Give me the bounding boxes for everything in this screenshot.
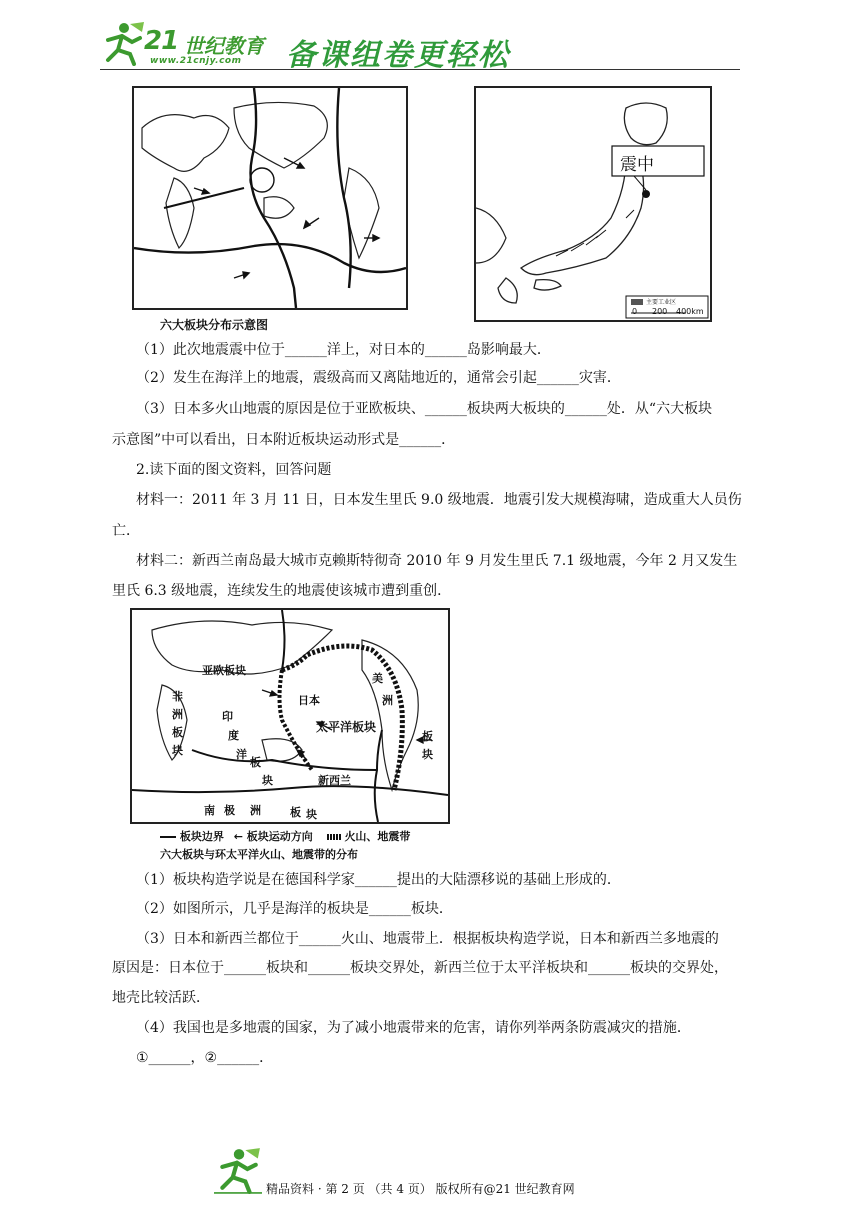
label-america-2: 洲 — [382, 694, 393, 707]
brand-name: 世纪教育 — [184, 34, 264, 58]
label-antarctic-5: 块 — [306, 808, 317, 821]
label-pacific-plate: 太平洋板块 — [316, 720, 377, 734]
ring-of-fire-map — [130, 608, 450, 824]
scale-400km: 400km — [676, 307, 704, 316]
legend-arrow-icon: ← — [233, 830, 243, 843]
legend-boundary: 板块边界 — [179, 830, 224, 843]
scale-zero: 0 — [632, 307, 638, 316]
label-indian-2: 度 — [228, 729, 239, 742]
six-plates-map — [132, 86, 408, 310]
label-africa-3: 板 — [172, 726, 183, 739]
label-indian-5: 块 — [262, 774, 273, 787]
material2-line1: 材料二：新西兰南岛最大城市克赖斯特彻奇 2010 年 9 月发生里氏 7.1 级地震，今年 2 月又发生 — [136, 553, 738, 569]
brand-number: 21 — [144, 26, 179, 56]
label-america-plate-2: 块 — [422, 748, 433, 761]
label-indian-3: 洋 — [236, 748, 247, 761]
six-plates-map-caption: 六大板块分布示意图 — [160, 318, 269, 332]
scale-200: 200 — [652, 307, 668, 316]
q2-item-3-line2: 原因是：日本位于______板块和______板块交界处，新西兰位于太平洋板块和______板块的交界处， — [112, 960, 728, 976]
footer-runner-logo-icon — [208, 1146, 268, 1194]
label-antarctic-3: 洲 — [250, 804, 261, 817]
header-slogan: 备课组卷更轻松 — [286, 38, 510, 73]
q2-title: 2.读下面的图文资料，回答问题 — [136, 462, 332, 478]
label-africa-2: 洲 — [172, 708, 183, 721]
q2-item-3-line1: （3）日本和新西兰都位于______火山、地震带上．根据板块构造学说，日本和新西兰多地震的 — [136, 931, 719, 947]
label-america-1: 美 — [372, 672, 383, 685]
epicenter-label: 震中 — [620, 155, 654, 175]
q2-item-4: （4）我国也是多地震的国家，为了减小地震带来的危害，请你列举两条防震减灾的措施． — [136, 1020, 691, 1036]
industrial-zone-legend: 主要工业区 — [646, 299, 677, 306]
label-new-zealand: 新西兰 — [318, 774, 351, 787]
label-antarctic-4: 板 — [290, 806, 301, 819]
q2-item-4-blanks: ①______，②______． — [136, 1050, 274, 1066]
material1-line2: 亡． — [112, 523, 140, 539]
label-eurasian-plate: 亚欧板块 — [202, 664, 246, 677]
q1-item-2: （2）发生在海洋上的地震，震级高而又离陆地近的，通常会引起______灾害． — [136, 370, 621, 386]
header-divider — [100, 69, 740, 70]
page-header — [100, 20, 740, 72]
label-america-plate-1: 板 — [422, 730, 433, 743]
label-indian-1: 印 — [222, 710, 233, 723]
brand-url: www.21cnjy.com — [150, 56, 242, 66]
q2-item-2: （2）如图所示，几乎是海洋的板块是______板块． — [136, 901, 453, 917]
legend-boundary-line-icon — [160, 836, 176, 838]
runner-logo-icon — [100, 20, 146, 66]
japan-map — [474, 86, 712, 322]
label-africa-1: 非 — [172, 690, 183, 703]
material2-line2: 里氏 6.3 级地震，连续发生的地震使该城市遭到重创． — [112, 583, 452, 599]
label-indian-4: 板 — [250, 756, 261, 769]
ring-of-fire-legend — [160, 828, 460, 844]
legend-movement: 板块运动方向 — [246, 830, 313, 843]
material1-line1: 材料一：2011 年 3 月 11 日，日本发生里氏 9.0 级地震．地震引发大规模海啸，造成重大人员伤 — [136, 492, 742, 508]
legend-volcano: 火山、地震带 — [344, 830, 411, 843]
q1-item-1: （1）此次地震震中位于______洋上，对日本的______岛影响最大． — [136, 342, 551, 358]
ring-of-fire-caption: 六大板块与环太平洋火山、地震带的分布 — [160, 848, 358, 861]
label-antarctic-1: 南 — [204, 804, 215, 817]
q1-item-3-line2: 示意图”中可以看出，日本附近板块运动形式是______． — [112, 432, 456, 448]
label-japan: 日本 — [298, 694, 320, 707]
q2-item-3-line3: 地壳比较活跃． — [112, 990, 210, 1006]
footer-text: 精品资料 · 第 2 页 （共 4 页） 版权所有@21 世纪教育网 — [266, 1182, 575, 1196]
label-antarctic-2: 极 — [224, 804, 235, 817]
q1-item-3-line1: （3）日本多火山地震的原因是位于亚欧板块、______板块两大板块的______处．从“六大板块 — [136, 401, 713, 417]
legend-volcano-hatch-icon — [327, 834, 341, 840]
label-africa-4: 块 — [172, 744, 183, 757]
q2-item-1: （1）板块构造学说是在德国科学家______提出的大陆漂移说的基础上形成的． — [136, 872, 621, 888]
